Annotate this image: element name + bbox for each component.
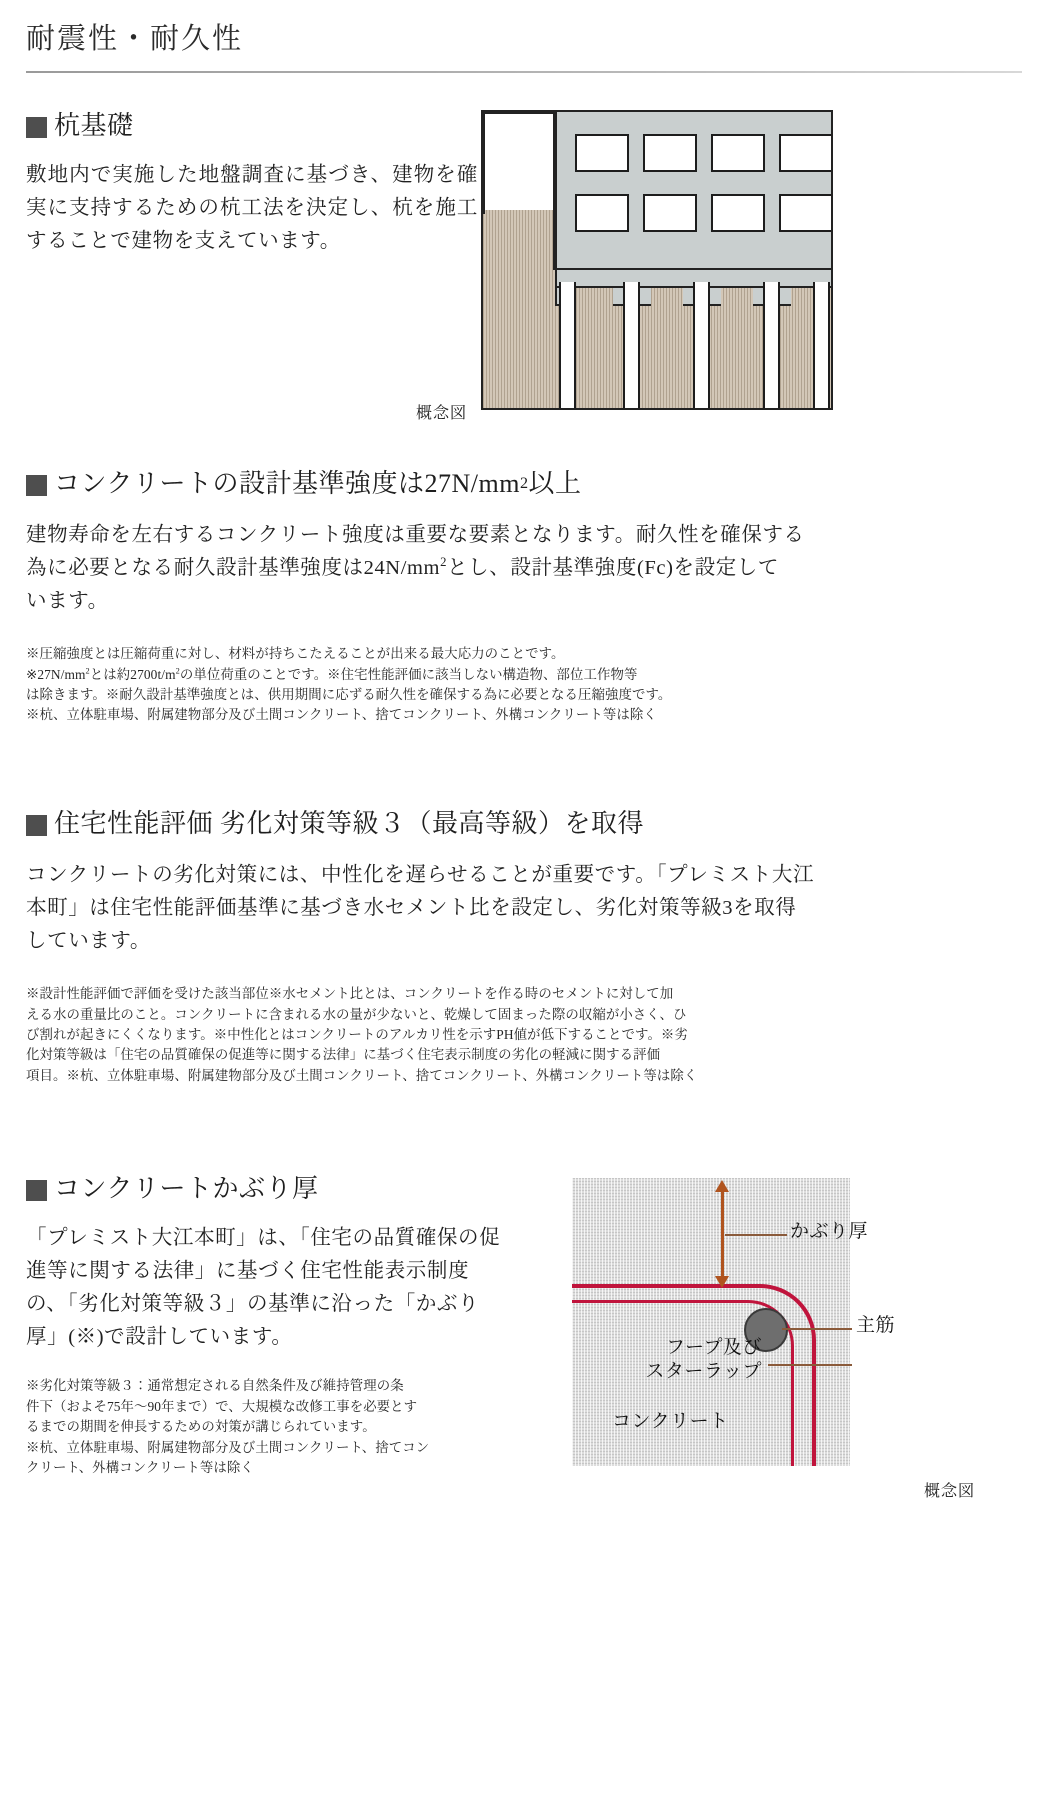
label-hoop-line1: フープ及び [666,1337,762,1358]
grade-note-2: える水の重量比のこと。コンクリートに含まれる水の量が少ないと、乾燥して固まった際の収縮が小さく、ひ [26,1006,687,1022]
strength-body-line3: います。 [26,590,109,612]
page-title: 耐震性・耐久性 [26,23,244,55]
cover-dimension-line [721,1188,724,1284]
strength-body-superscript: 2 [440,554,448,569]
cover-note-1: ※劣化対策等級３：通常想定される自然条件及び維持管理の条 [26,1378,404,1394]
grade-notes [26,984,1022,1086]
strength-note2-sup2: 2 [175,666,180,676]
label-main-bar: 主筋 [856,1315,896,1336]
pile-text-column [26,112,478,258]
label-concrete: コンクリート [612,1411,729,1432]
window [575,194,629,232]
strength-note2-pre: ※27N/mm [26,666,86,682]
grade-heading [26,810,1022,839]
cover-note-4: ※杭、立体駐車場、附属建物部分及び土間コンクリート、捨てコン [26,1439,430,1455]
strength-heading-pre: コンクリートの設計基準強度は27N/mm [54,469,520,498]
section-degradation-grade [26,810,1022,1086]
hoop-leader [768,1364,852,1366]
label-hoop-stirrup [594,1336,762,1385]
window [779,134,833,172]
pile-foundation-diagram [481,110,833,410]
pile-body-text: 敷地内で実施した地盤調査に基づき、建物を確実に支持するための杭工法を決定し、杭を施工することで建物を支えています。 [26,163,478,252]
pile-figure-caption: 概念図 [416,405,468,422]
strength-body-text [26,519,1022,619]
strength-heading-post: 以上 [528,469,582,498]
strength-note-1: ※圧縮強度とは圧縮荷重に対し、材料が持ちこたえることが出来る最大応力のことです。 [26,646,565,662]
window [779,194,833,232]
bullet-square-icon [26,1180,47,1201]
strength-heading [26,470,1022,499]
strength-body-line2-pre: 為に必要となる耐久設計基準強度は24N/mm [26,556,441,579]
grade-note-1: ※設計性能評価で評価を受けた該当部位※水セメント比とは、コンクリートを作る時のセメントに対して加 [26,986,674,1002]
pile [623,282,640,410]
strength-note-2 [26,665,1022,685]
pile [813,282,830,410]
grade-note-3: び割れが起きにくくなります。※中性化とはコンクリートのアルカリ性を示すPH値が低下することです。※劣 [26,1026,688,1042]
window [575,134,629,172]
inner-rebar-horizontal [572,1300,748,1303]
window [711,134,765,172]
title-divider [26,71,1022,73]
cover-thickness-leader [725,1234,787,1236]
grade-body-line2: 本町」は住宅性能評価基準に基づき水セメント比を設定し、劣化対策等級3を取得 [26,896,797,919]
cover-text-column [26,1175,546,1478]
section-concrete-cover [26,1174,1022,1500]
pile [559,282,576,410]
cover-body-line1: 「プレミスト大江本町」は、「住宅の品質確保の促 [26,1226,501,1249]
pile-heading-label: 杭基礎 [54,111,134,140]
pile [763,282,780,410]
cover-note-3: るまでの期間を伸長するための対策が講じられています。 [26,1419,376,1435]
pile-heading [26,112,478,141]
cover-note-2: 件下（およそ75年～90年まで）で、大規模な改修工事を必要とす [26,1398,418,1414]
grade-body-text [26,859,1022,959]
window [643,134,697,172]
outer-rebar-vertical [812,1340,816,1466]
window [711,194,765,232]
main-bar-leader [782,1328,852,1330]
cover-heading [26,1175,546,1204]
cover-body-line4: 厚」(※)で設計しています。 [26,1326,293,1349]
section-pile-foundation [26,111,1022,422]
left-edge-line [483,112,485,214]
bullet-square-icon [26,815,47,836]
building-left-wall [555,112,557,114]
page-header [26,22,1022,73]
pile-diagram-frame [481,110,833,410]
bullet-square-icon [26,475,47,496]
cover-dimension-arrow-down [715,1276,729,1288]
strength-body-line2-post: とし、設計基準強度(Fc)を設定して [447,556,779,579]
section-concrete-strength [26,470,1022,726]
cover-dimension-arrow-up [715,1180,729,1192]
window [643,194,697,232]
strength-note-3: は除きます。※耐久設計基準強度とは、供用期間に応ずる耐久性を確保する為に必要となる圧縮強度です。 [26,686,672,702]
pile [693,282,710,410]
cover-body-line2: 進等に関する法律」に基づく住宅性能表示制度 [26,1259,470,1282]
cover-figure-caption: 概念図 [924,1483,976,1500]
strength-note2-post: の単位荷重のことです。※住宅性能評価に該当しない構造物、部位工作物等 [179,666,638,682]
grade-note-4: 化対策等級は「住宅の品質確保の促進等に関する法律」に基づく住宅表示制度の劣化の軽減に関する評価 [26,1047,661,1063]
strength-note2-mid: とは約2700t/m [89,666,176,682]
grade-heading-label: 住宅性能評価 劣化対策等級３（最高等級）を取得 [54,809,645,838]
label-cover-thickness: かぶり厚 [790,1221,869,1242]
cover-body-line3: の、「劣化対策等級３」の基準に沿った「かぶり [26,1293,480,1315]
ground-top-line [481,112,555,114]
grade-body-line1: コンクリートの劣化対策には、中性化を遅らせることが重要です。「プレミスト大江 [26,863,815,886]
cover-body-text [26,1222,546,1355]
strength-notes [26,644,1022,726]
cover-heading-label: コンクリートかぶり厚 [54,1174,319,1203]
building-wall-line [553,112,555,270]
cover-notes [26,1376,544,1478]
strength-body-line1: 建物寿命を左右するコンクリート強度は重要な要素となります。耐久性を確保する [26,523,805,546]
grade-body-line3: しています。 [26,930,151,952]
strength-note2-sup1: 2 [85,666,90,676]
label-hoop-line2: スターラップ [645,1361,762,1383]
outer-rebar-horizontal [572,1284,760,1288]
strength-note-4: ※杭、立体駐車場、附属建物部分及び土間コンクリート、捨てコンクリート、外構コンクリート等は除く [26,707,657,723]
bullet-square-icon [26,117,47,138]
cover-note-5: クリート、外構コンクリート等は除く [26,1459,254,1475]
grade-note-5: 項目。※杭、立体駐車場、附属建物部分及び土間コンクリート、捨てコンクリート、外構コンクリート等は除く [26,1067,698,1083]
strength-heading-superscript: 2 [519,475,529,493]
